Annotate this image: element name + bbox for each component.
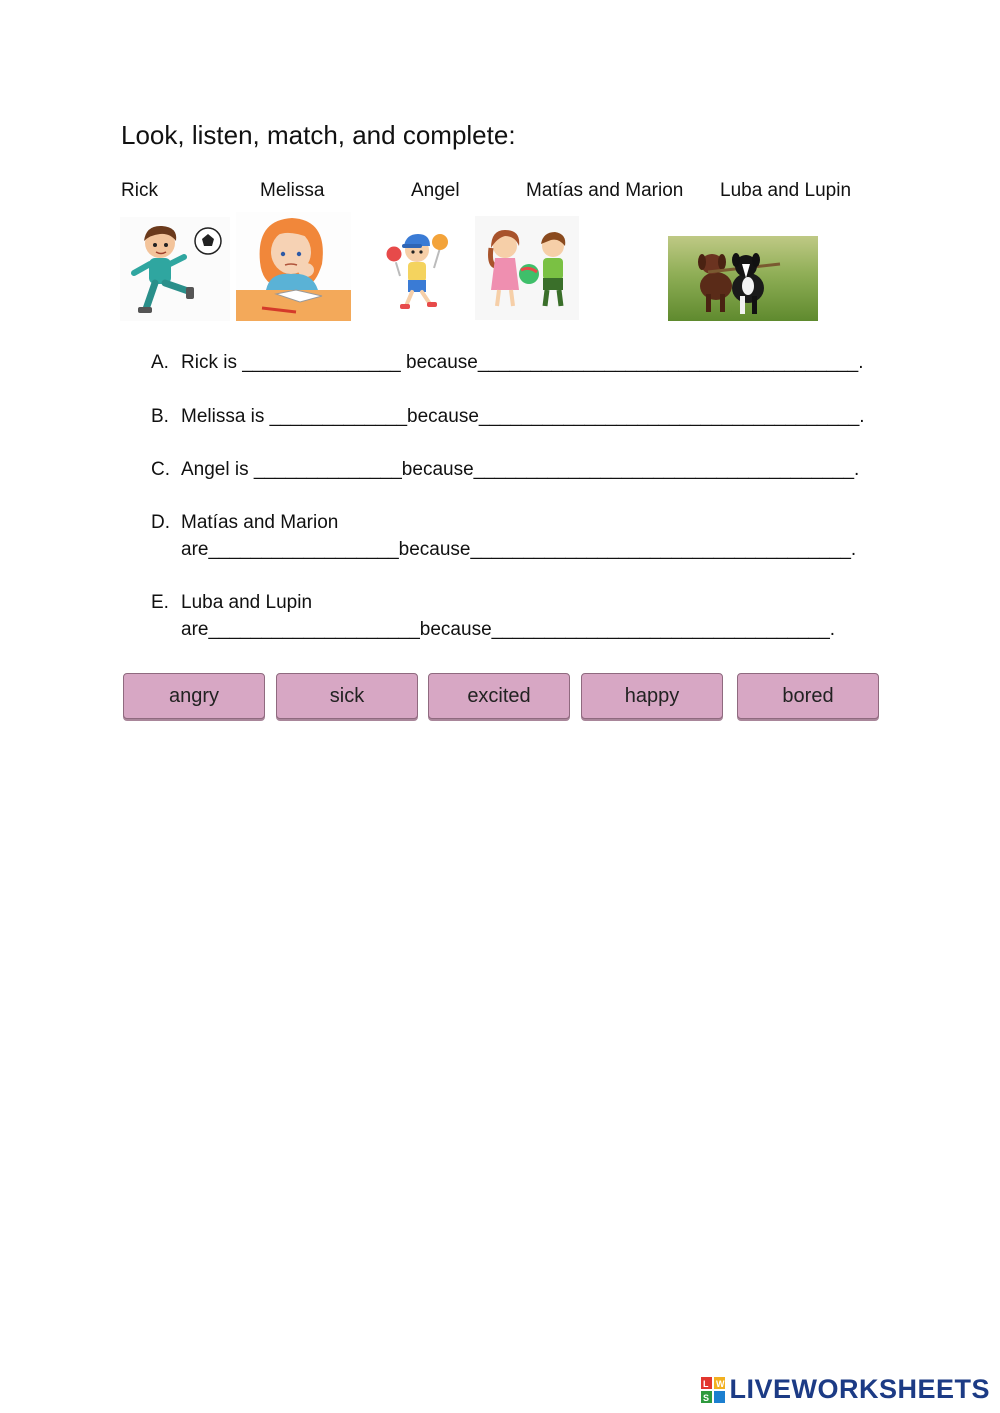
question-letter: D.: [151, 512, 170, 533]
rick-picture: [120, 217, 230, 321]
question-a: [151, 352, 864, 374]
question-c: [151, 459, 859, 481]
liveworksheets-brand[interactable]: [701, 1374, 990, 1405]
name-matias-marion: Matías and Marion: [526, 180, 684, 201]
question-subject: Matías and Marion: [181, 512, 339, 533]
svg-text:W: W: [716, 1378, 725, 1389]
word-chip-angry[interactable]: angry: [123, 673, 265, 719]
question-letter: B.: [151, 406, 169, 427]
melissa-picture: [236, 212, 351, 321]
worksheet-instruction: Look, listen, match, and complete:: [121, 120, 516, 150]
name-rick: Rick: [121, 180, 158, 201]
svg-text:L: L: [703, 1378, 709, 1389]
brand-name: LIVEWORKSHEETS: [729, 1374, 990, 1404]
question-b: [151, 406, 865, 428]
luba-lupin-picture: [668, 236, 818, 321]
question-e-answer[interactable]: are____________________because________________________________.: [181, 619, 836, 640]
svg-text:S: S: [703, 1392, 710, 1403]
question-e: [151, 592, 312, 614]
word-chip-sick[interactable]: sick: [276, 673, 418, 719]
word-chip-bored[interactable]: bored: [737, 673, 879, 719]
question-text[interactable]: Melissa is _____________because____________________________________.: [181, 406, 865, 427]
word-chip-excited[interactable]: excited: [428, 673, 570, 719]
word-chip-happy[interactable]: happy: [581, 673, 723, 719]
matias-marion-picture: [475, 216, 579, 320]
question-text[interactable]: Angel is ______________because____________________________________.: [181, 459, 860, 480]
name-luba-lupin: Luba and Lupin: [720, 180, 852, 201]
question-letter: C.: [151, 459, 170, 480]
liveworksheets-logo-icon: [701, 1377, 725, 1403]
question-text[interactable]: Rick is _______________ because____________________________________.: [181, 352, 864, 373]
name-melissa: Melissa: [260, 180, 325, 201]
question-letter: A.: [151, 352, 169, 373]
question-d: [151, 512, 338, 534]
question-d-answer[interactable]: are__________________because____________________________________.: [181, 539, 857, 560]
name-angel: Angel: [411, 180, 460, 201]
question-letter: E.: [151, 592, 169, 613]
angel-picture: [382, 226, 454, 312]
question-subject: Luba and Lupin: [181, 592, 313, 613]
